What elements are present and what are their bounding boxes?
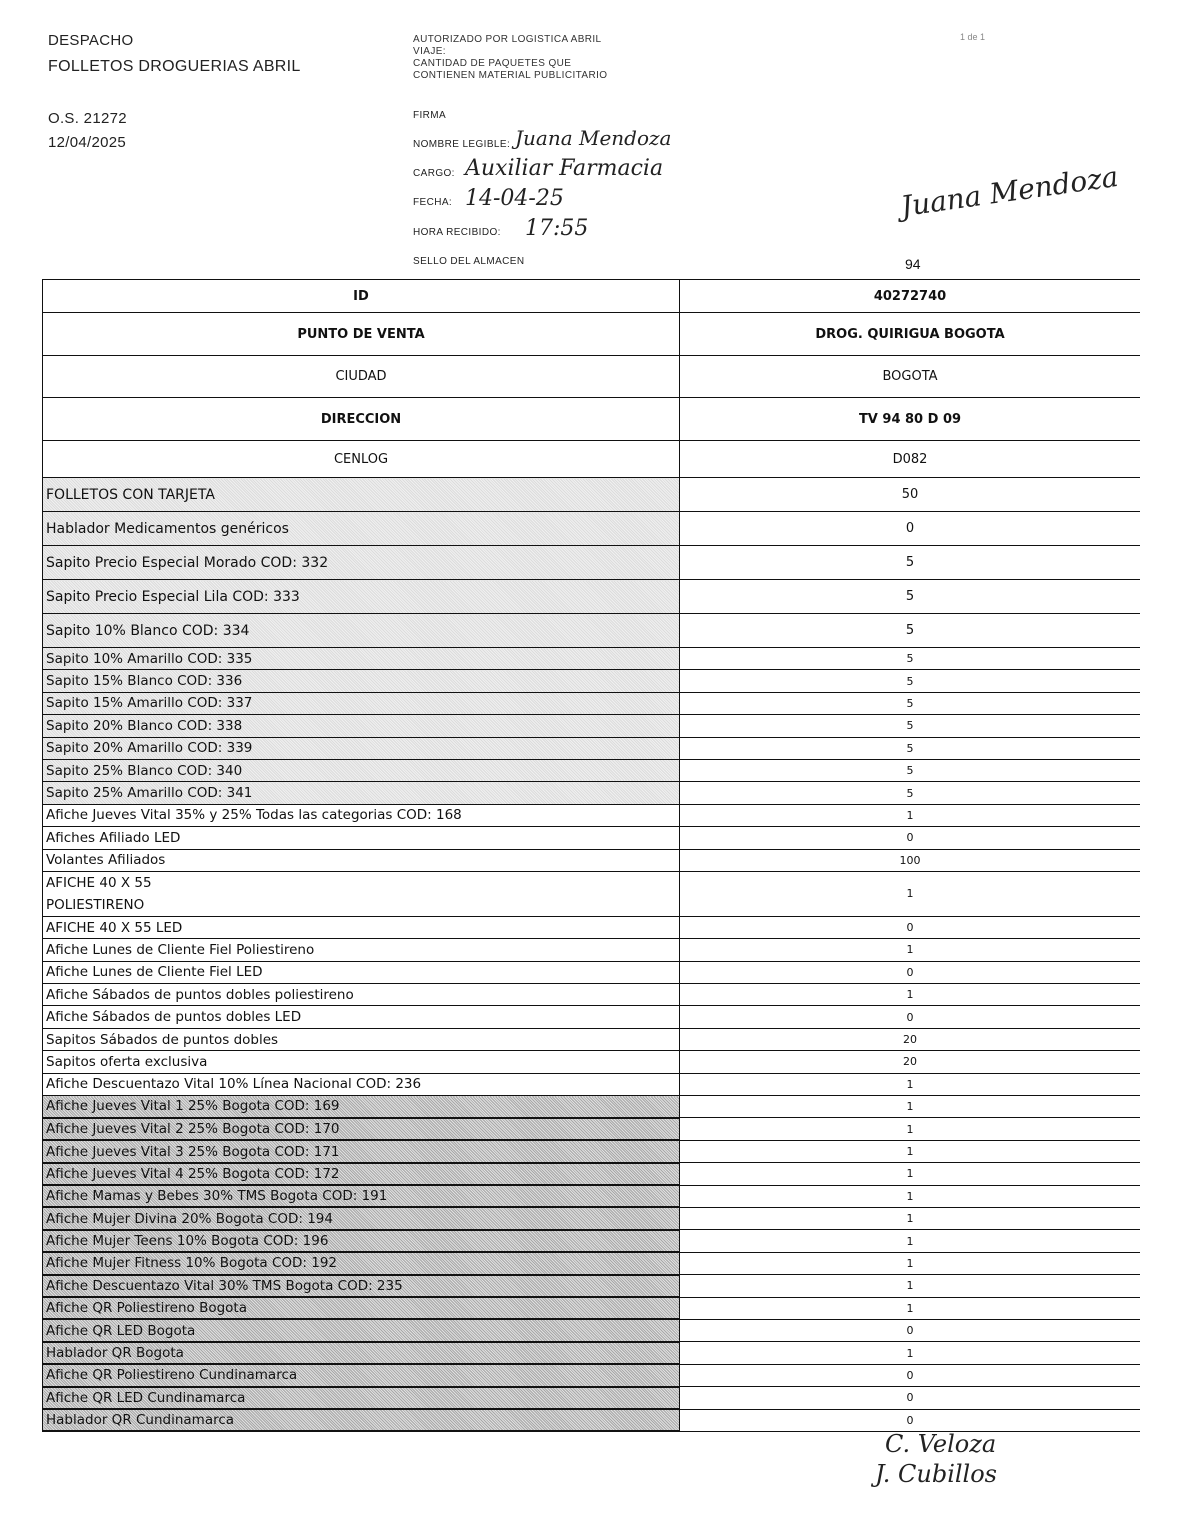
item-row [43,1028,1141,1050]
item-name: Afiche Jueves Vital 1 25% Bogota COD: 169 [43,1096,680,1118]
item-name: Afiches Afiliado LED [43,827,680,849]
info-value: 40272740 [680,280,1141,313]
item-row [43,1073,1141,1095]
info-row [43,441,1141,478]
fecha-label: FECHA: [413,197,453,208]
item-row [43,1230,1141,1252]
item-name: Sapito 20% Blanco COD: 338 [43,715,680,737]
item-quantity: 1 [680,1140,1141,1162]
item-row [43,961,1141,983]
item-row [43,1185,1141,1207]
item-row [43,849,1141,871]
item-row [43,1275,1141,1297]
hora-label: HORA RECIBIDO: [413,227,501,238]
hora-value: 17:55 [525,216,589,241]
item-quantity: 5 [680,737,1141,759]
item-row [43,782,1141,804]
item-quantity: 0 [680,1364,1141,1386]
footer-signature: J. Cubillos [875,1460,997,1488]
item-quantity: 1 [680,1275,1141,1297]
item-name: Afiche Mujer Fitness 10% Bogota COD: 192 [43,1252,680,1274]
document-subtitle: FOLLETOS DROGUERIAS ABRIL [48,58,301,75]
item-name: Sapitos Sábados de puntos dobles [43,1028,680,1050]
item-name: Volantes Afiliados [43,849,680,871]
item-name: Hablador QR Cundinamarca [43,1409,680,1431]
item-row [43,692,1141,714]
item-quantity: 1 [680,984,1141,1006]
info-row [43,356,1141,398]
item-name: AFICHE 40 X 55 POLIESTIRENO [43,871,680,916]
item-row [43,871,1141,916]
item-row [43,1163,1141,1185]
item-name: Afiche Descuentazo Vital 30% TMS Bogota COD: 235 [43,1275,680,1297]
item-name: AFICHE 40 X 55 LED [43,916,680,938]
item-quantity: 1 [680,1073,1141,1095]
authorization-block [413,34,607,82]
info-label: PUNTO DE VENTA [43,313,680,356]
item-row [43,759,1141,781]
item-name: Afiche Jueves Vital 2 25% Bogota COD: 170 [43,1118,680,1140]
item-quantity: 5 [680,614,1141,648]
item-quantity: 1 [680,871,1141,916]
item-quantity: 1 [680,1185,1141,1207]
item-name: Afiche Lunes de Cliente Fiel LED [43,961,680,983]
auth-line: AUTORIZADO POR LOGISTICA ABRIL [413,34,602,45]
item-row [43,614,1141,648]
item-name: Sapito 10% Blanco COD: 334 [43,614,680,648]
dispatch-table [42,279,1140,1432]
firma-label: FIRMA [413,110,447,121]
item-quantity: 1 [680,939,1141,961]
page-number: 1 de 1 [960,32,986,42]
item-name: Sapito 25% Amarillo COD: 341 [43,782,680,804]
item-name: Afiche Jueves Vital 4 25% Bogota COD: 172 [43,1163,680,1185]
footer-signature: C. Veloza [885,1430,997,1458]
item-name: Afiche Jueves Vital 3 25% Bogota COD: 171 [43,1140,680,1162]
document-title: DESPACHO [48,32,134,49]
item-quantity: 0 [680,1409,1141,1431]
item-name: Sapito 10% Amarillo COD: 335 [43,648,680,670]
info-value: TV 94 80 D 09 [680,398,1141,441]
item-row [43,1342,1141,1364]
item-row [43,737,1141,759]
item-row [43,1364,1141,1386]
item-quantity: 0 [680,512,1141,546]
item-quantity: 0 [680,1006,1141,1028]
item-name: FOLLETOS CON TARJETA [43,478,680,512]
info-value: BOGOTA [680,356,1141,398]
item-quantity: 1 [680,1207,1141,1229]
cargo-label: CARGO: [413,168,455,179]
item-row [43,1297,1141,1319]
info-row [43,398,1141,441]
item-name: Afiche Descuentazo Vital 10% Línea Nacional COD: 236 [43,1073,680,1095]
item-row [43,1207,1141,1229]
info-row [43,313,1141,356]
item-quantity: 5 [680,546,1141,580]
item-row [43,512,1141,546]
item-quantity: 1 [680,1297,1141,1319]
item-quantity: 5 [680,715,1141,737]
item-quantity: 0 [680,1387,1141,1409]
item-name: Afiche QR LED Cundinamarca [43,1387,680,1409]
order-number: O.S. 21272 [48,110,127,127]
item-name: Sapito 25% Blanco COD: 340 [43,759,680,781]
item-name: Afiche QR Poliestireno Cundinamarca [43,1364,680,1386]
item-quantity: 50 [680,478,1141,512]
item-row [43,916,1141,938]
item-row [43,1118,1141,1140]
item-name: Hablador QR Bogota [43,1342,680,1364]
item-quantity: 0 [680,961,1141,983]
fecha-value: 14-04-25 [465,186,564,211]
item-name: Sapito 20% Amarillo COD: 339 [43,737,680,759]
cargo-value: Auxiliar Farmacia [465,156,664,181]
item-name: Afiche QR Poliestireno Bogota [43,1297,680,1319]
item-name: Sapitos oferta exclusiva [43,1051,680,1073]
info-label: CIUDAD [43,356,680,398]
item-name: Afiche Mujer Teens 10% Bogota COD: 196 [43,1230,680,1252]
item-name: Afiche QR LED Bogota [43,1319,680,1341]
order-date: 12/04/2025 [48,134,127,151]
auth-line: CANTIDAD DE PAQUETES QUE [413,58,572,69]
info-value: D082 [680,441,1141,478]
auth-line: VIAJE: [413,46,446,57]
item-quantity: 1 [680,804,1141,826]
item-quantity: 5 [680,580,1141,614]
item-quantity: 0 [680,916,1141,938]
item-row [43,715,1141,737]
item-row [43,478,1141,512]
item-quantity: 5 [680,692,1141,714]
package-count: 94 [905,256,921,272]
item-row [43,670,1141,692]
info-label: ID [43,280,680,313]
item-name: Afiche Sábados de puntos dobles LED [43,1006,680,1028]
item-quantity: 1 [680,1252,1141,1274]
item-quantity: 1 [680,1230,1141,1252]
item-quantity: 1 [680,1342,1141,1364]
sello-label: SELLO DEL ALMACEN [413,256,525,267]
item-name: Sapito 15% Amarillo COD: 337 [43,692,680,714]
item-quantity: 20 [680,1028,1141,1050]
item-quantity: 1 [680,1163,1141,1185]
item-row [43,1140,1141,1162]
item-name: Sapito Precio Especial Morado COD: 332 [43,546,680,580]
info-label: CENLOG [43,441,680,478]
item-row [43,1319,1141,1341]
info-value: DROG. QUIRIGUA BOGOTA [680,313,1141,356]
item-row [43,1409,1141,1431]
item-row [43,827,1141,849]
item-name: Sapito Precio Especial Lila COD: 333 [43,580,680,614]
item-quantity: 1 [680,1118,1141,1140]
item-name: Sapito 15% Blanco COD: 336 [43,670,680,692]
item-row [43,1252,1141,1274]
item-row [43,984,1141,1006]
item-row [43,580,1141,614]
info-row [43,280,1141,313]
item-quantity: 0 [680,827,1141,849]
item-row [43,1387,1141,1409]
item-name: Afiche Lunes de Cliente Fiel Poliestireno [43,939,680,961]
item-name: Afiche Mamas y Bebes 30% TMS Bogota COD: 191 [43,1185,680,1207]
nombre-label: NOMBRE LEGIBLE: [413,139,511,150]
auth-line: CONTIENEN MATERIAL PUBLICITARIO [413,70,608,81]
item-quantity: 5 [680,648,1141,670]
nombre-value: Juana Mendoza [515,126,672,150]
signature: Juana Mendoza [898,159,1121,224]
item-quantity: 5 [680,782,1141,804]
item-quantity: 1 [680,1096,1141,1118]
item-row [43,1051,1141,1073]
item-quantity: 5 [680,670,1141,692]
item-row [43,648,1141,670]
item-row [43,1006,1141,1028]
item-row [43,939,1141,961]
item-name: Afiche Mujer Divina 20% Bogota COD: 194 [43,1207,680,1229]
item-quantity: 20 [680,1051,1141,1073]
item-name: Hablador Medicamentos genéricos [43,512,680,546]
item-quantity: 100 [680,849,1141,871]
item-name: Afiche Jueves Vital 35% y 25% Todas las categorias COD: 168 [43,804,680,826]
item-quantity: 0 [680,1319,1141,1341]
item-name: Afiche Sábados de puntos dobles poliestireno [43,984,680,1006]
item-row [43,1096,1141,1118]
info-label: DIRECCION [43,398,680,441]
item-quantity: 5 [680,759,1141,781]
item-row [43,804,1141,826]
item-row [43,546,1141,580]
